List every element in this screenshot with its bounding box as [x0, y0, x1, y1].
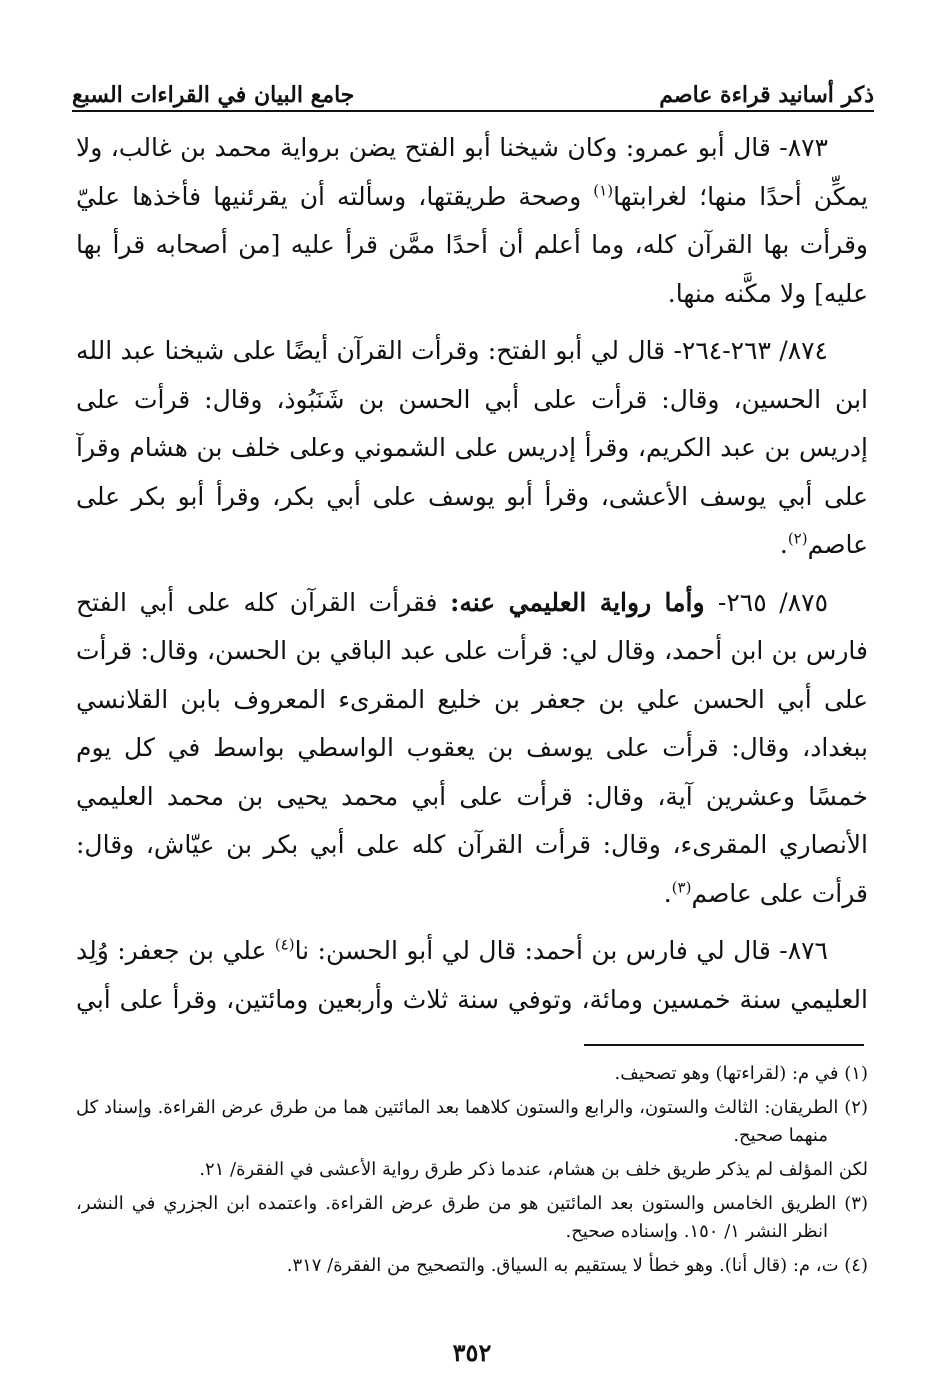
footnote-ref[interactable]: (١): [593, 181, 614, 200]
footnote-ref[interactable]: (٣): [671, 878, 692, 897]
footnote-marker: (٣): [844, 1193, 868, 1214]
paragraph-number: ٨٧٣-: [779, 133, 828, 162]
book-title: جامع البيان في القراءات السبع: [72, 82, 355, 108]
header-rule: [72, 110, 874, 112]
footnote-4: [76, 1252, 868, 1280]
paragraph-number: ٨٧٤/ ٢٦٣-٢٦٤-: [673, 336, 828, 365]
paragraph-text: قال لي فارس بن أحمد: قال لي أبو الحسن: نا: [294, 936, 780, 965]
paragraph-number: ٨٧٦-: [779, 936, 828, 965]
footnote-text: لكن المؤلف لم يذكر طريق خلف بن هشام، عندما ذكر طرق رواية الأعشى في الفقرة/ ٢١.: [199, 1159, 868, 1180]
paragraph-text: .: [779, 530, 788, 559]
page-number: ٣٥٢: [452, 1338, 492, 1367]
paragraph-number: ٨٧٥/ ٢٦٥-: [717, 587, 829, 617]
main-text: [76, 124, 868, 1024]
paragraph-text: .: [663, 878, 672, 908]
footnote-1: [76, 1060, 868, 1088]
paragraph-873: [76, 124, 868, 318]
footnote-ref[interactable]: (٢): [787, 529, 808, 548]
footnote-3: [76, 1190, 868, 1246]
running-head: [72, 72, 874, 108]
chapter-title: ذكر أسانيد قراءة عاصم: [659, 82, 874, 108]
footnote-text: ت، م: (قال أنا). وهو خطأ لا يستقيم به السياق. والتصحيح من الفقرة/ ٣١٧.: [286, 1255, 845, 1276]
footnote-text: في م: (لقراءتها) وهو تصحيف.: [614, 1063, 845, 1084]
paragraph-text: وصحة طريقتها، وسألته أن يقرئنيها فأخذها عليّ وقرأت بها القرآن كله، وما أعلم أن أحدًا ممَّن قرأ عليه [من أصحابه قرأ بها عليه] ولا مكَّنه منها.: [76, 181, 868, 308]
paragraph-876: [76, 927, 868, 1024]
footnote-text: الطريق الخامس والستون بعد المائتين هو من طرق عرض القراءة. واعتمده ابن الجزري في النشر، انظر النشر ١/ ١٥٠. وإسناده صحيح.: [76, 1193, 845, 1242]
footnote-text: الطريقان: الثالث والستون، والرابع والستون كلاهما بعد المائتين هما من طرق عرض القراءة. وإسناد كل منهما صحيح.: [76, 1097, 845, 1146]
paragraph-text: علي بن جعفر: وُلِد العليمي سنة خمسين ومائة، وتوفي سنة ثلاث وأربعين ومائتين، وقرأ على أبي: [76, 936, 868, 1014]
footnote-2: [76, 1094, 868, 1150]
paragraph-874: [76, 327, 868, 570]
paragraph-875: [76, 579, 868, 919]
footnote-ref[interactable]: (٤): [274, 935, 295, 954]
footnote-marker: (١): [844, 1063, 868, 1084]
paragraph-text: قال أبو عمرو: وكان شيخنا أبو الفتح يضن برواية محمد بن غالب، ولا يمكِّن أحدًا منها؛ لغرابتها: [76, 133, 868, 211]
section-lead: وأما رواية العليمي عنه:: [450, 587, 718, 617]
paragraph-text: فقرأت القرآن كله على أبي الفتح فارس بن ابن أحمد، وقال لي: قرأت على عبد الباقي بن الحسن، وقال: قرأت على أبي الحسن علي بن جعفر بن خليع المقرىء المعروف بابن القلانسي ببغداد، وقال: قرأت على يوسف بن يعقوب الواسطي بواسط في كل يوم خمسًا وعشرين آية، وقال: قرأت على أبي محمد يحيى بن محمد العليمي الأنصاري المقرىء، وقال: قرأت القرآن كله على أبي بكر بن عيّاش، وقال: قرأت على عاصم: [76, 587, 868, 908]
footnotes: [76, 1060, 868, 1325]
footnote-marker: (٤): [844, 1255, 868, 1276]
paragraph-text: قال لي أبو الفتح: وقرأت القرآن أيضًا على شيخنا عبد الله ابن الحسين، وقال: قرأت على أبي الحسن بن شَنَبُوذ، وقال: قرأت على إدريس بن عبد الكريم، وقرأ إدريس على الشموني وعلى خلف بن هشام وقرآ على أبي يوسف الأعشى، وقرأ أبو يوسف على أبي بكر، وقرأ أبو بكر على عاصم: [76, 336, 868, 559]
footnote-2-continuation: [76, 1156, 868, 1184]
footnote-separator: [584, 1044, 864, 1046]
footnote-marker: (٢): [844, 1097, 868, 1118]
